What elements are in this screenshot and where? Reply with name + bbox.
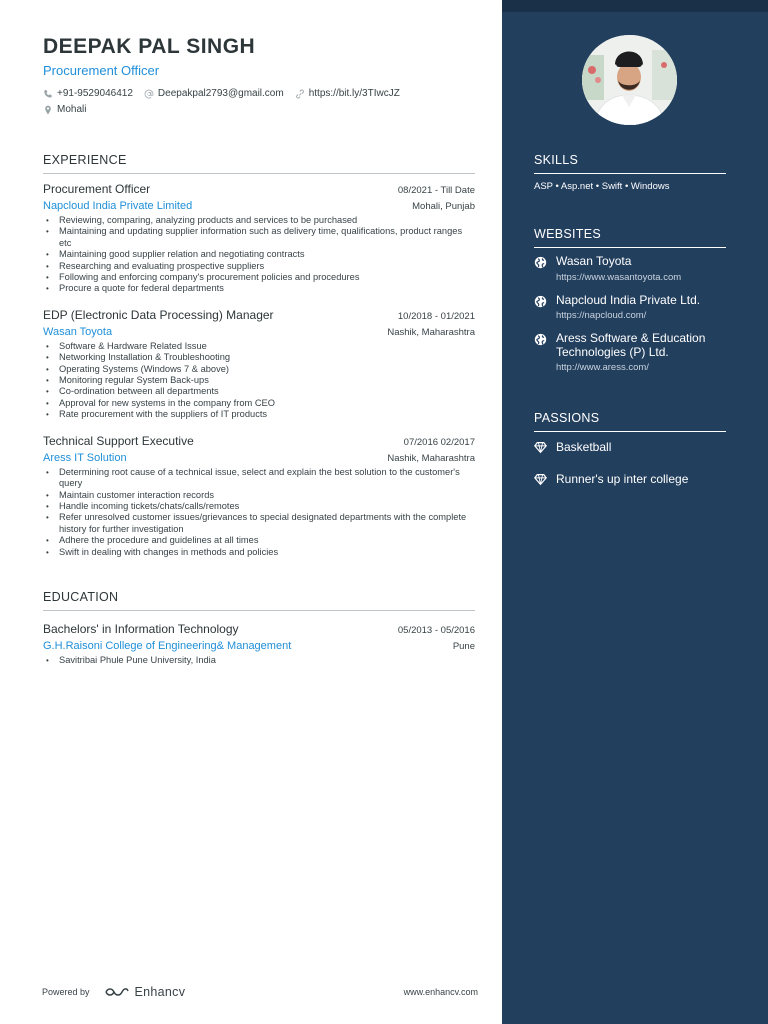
website-url[interactable]: https://www.wasantoyota.com — [556, 271, 682, 283]
passion-item — [534, 472, 726, 486]
education-heading: EDUCATION — [43, 590, 475, 611]
degree-title: Bachelors' in Information Technology — [43, 622, 239, 636]
resume-header — [43, 34, 475, 116]
bullet-item: • Maintaining good supplier relation and negotiating contracts — [43, 249, 475, 260]
link-contact[interactable] — [295, 88, 400, 100]
job-company: Wasan Toyota — [43, 325, 113, 338]
at-icon — [144, 89, 154, 99]
experience-section — [43, 153, 475, 558]
bullet-item: • Adhere the procedure and guidelines at all times — [43, 535, 475, 546]
passion-item — [534, 440, 726, 454]
profile-link[interactable]: https://bit.ly/3TIwcJZ — [308, 88, 400, 99]
job-entry — [43, 181, 475, 295]
bullet-item: • Reviewing, comparing, analyzing products and services to be purchased — [43, 215, 475, 226]
diamond-icon — [534, 441, 547, 454]
job-role: Technical Support Executive — [43, 433, 194, 448]
sidebar — [502, 0, 768, 1024]
school-name: G.H.Raisoni College of Engineering& Management — [43, 640, 292, 652]
job-location: Nashik, Maharashtra — [387, 452, 475, 464]
profile-photo — [582, 35, 677, 125]
globe-icon — [534, 256, 547, 269]
website-name: Aress Software & Education Technologies (P) Ltd. — [556, 331, 706, 359]
avatar — [582, 35, 677, 125]
bullet-item: • Refer unresolved customer issues/grievances to special designated departments with the complete history for further investigation — [43, 512, 475, 535]
candidate-title: Procurement Officer — [43, 63, 160, 78]
passions-heading: PASSIONS — [534, 411, 726, 432]
bullet-item: • Monitoring regular System Back-ups — [43, 375, 475, 386]
bullet-item: • Maintain customer interaction records — [43, 490, 475, 501]
education-section — [43, 590, 475, 666]
enhancv-logo-icon — [104, 986, 130, 998]
email-address[interactable]: Deepakpal2793@gmail.com — [157, 88, 284, 99]
job-entry — [43, 307, 475, 421]
website-item[interactable] — [534, 332, 726, 373]
enhancv-logo[interactable] — [104, 985, 186, 999]
job-dates: 10/2018 - 01/2021 — [397, 310, 475, 322]
bullet-item: • Savitribai Phule Pune University, India — [43, 655, 475, 666]
location-pin-icon — [43, 105, 53, 115]
experience-heading: EXPERIENCE — [43, 153, 475, 174]
bullet-item: • Software & Hardware Related Issue — [43, 341, 475, 352]
education-bullets — [43, 655, 475, 666]
bullet-item: • Swift in dealing with changes in methods and policies — [43, 547, 475, 558]
link-icon — [295, 89, 305, 99]
bullet-item: • Researching and evaluating prospective suppliers — [43, 261, 475, 272]
bullet-item: • Following and enforcing company's procurement policies and procedures — [43, 272, 475, 283]
globe-icon — [534, 333, 547, 346]
bullet-item: • Handle incoming tickets/chats/calls/remotes — [43, 501, 475, 512]
skills-section — [534, 153, 726, 192]
education-dates: 05/2013 - 05/2016 — [397, 625, 475, 636]
education-entry — [43, 621, 475, 666]
skills-list: ASP • Asp.net • Swift • Windows — [534, 181, 670, 192]
bullet-item: • Networking Installation & Troubleshooting — [43, 352, 475, 363]
website-url[interactable]: http://www.aress.com/ — [556, 362, 649, 373]
contact-info — [43, 88, 475, 116]
job-role: EDP (Electronic Data Processing) Manager — [43, 307, 274, 322]
footer-site-link[interactable]: www.enhancv.com — [403, 987, 478, 997]
passion-label: Runner's up inter college — [556, 472, 689, 486]
job-bullets — [43, 341, 475, 421]
footer-branding — [42, 985, 185, 999]
phone-number: +91-9529046412 — [57, 88, 133, 99]
sidebar-top-band — [502, 0, 768, 12]
bullet-item: • Maintaining and updating supplier information such as delivery time, qualifications, product ranges etc — [43, 226, 475, 249]
bullet-item: • Rate procurement with the suppliers of IT products — [43, 409, 475, 420]
websites-section — [534, 227, 726, 373]
job-company: Aress IT Solution — [43, 451, 127, 464]
website-name: Napcloud India Private Ltd. — [556, 292, 701, 307]
job-role: Procurement Officer — [43, 182, 151, 196]
passion-label: Basketball — [556, 440, 612, 454]
bullet-item: • Operating Systems (Windows 7 & above) — [43, 364, 475, 375]
location-contact — [43, 104, 475, 116]
diamond-icon — [534, 473, 547, 486]
globe-icon — [534, 295, 547, 308]
job-dates: 08/2021 - Till Date — [397, 185, 475, 196]
bullet-item: • Procure a quote for federal departments — [43, 283, 475, 294]
enhancv-brand-text: Enhancv — [134, 985, 186, 999]
phone-icon — [43, 89, 53, 99]
website-url[interactable]: https://napcloud.com/ — [556, 310, 647, 321]
job-company: Napcloud India Private Limited — [43, 200, 193, 212]
job-bullets — [43, 467, 475, 558]
job-bullets — [43, 215, 475, 295]
bullet-item: • Approval for new systems in the company from CEO — [43, 398, 475, 409]
bullet-item: • Determining root cause of a technical issue, select and explain the best solution to the customer's query — [43, 467, 475, 490]
passions-section — [534, 411, 726, 486]
website-item[interactable] — [534, 294, 726, 322]
school-location: Pune — [452, 641, 475, 652]
websites-heading: WEBSITES — [534, 227, 726, 248]
phone-contact — [43, 88, 133, 100]
powered-by-text: Powered by — [42, 987, 90, 997]
website-item[interactable] — [534, 255, 726, 283]
bullet-item: • Co-ordination between all departments — [43, 386, 475, 397]
job-location: Nashik, Maharashtra — [387, 326, 475, 338]
website-name: Wasan Toyota — [556, 254, 632, 268]
candidate-name: DEEPAK PAL SINGH — [43, 35, 256, 58]
job-entry — [43, 433, 475, 558]
job-location: Mohali, Punjab — [412, 201, 475, 212]
job-dates: 07/2016 02/2017 — [403, 436, 475, 448]
email-contact[interactable] — [144, 88, 284, 100]
location-text: Mohali — [57, 104, 87, 115]
skills-heading: SKILLS — [534, 153, 726, 174]
